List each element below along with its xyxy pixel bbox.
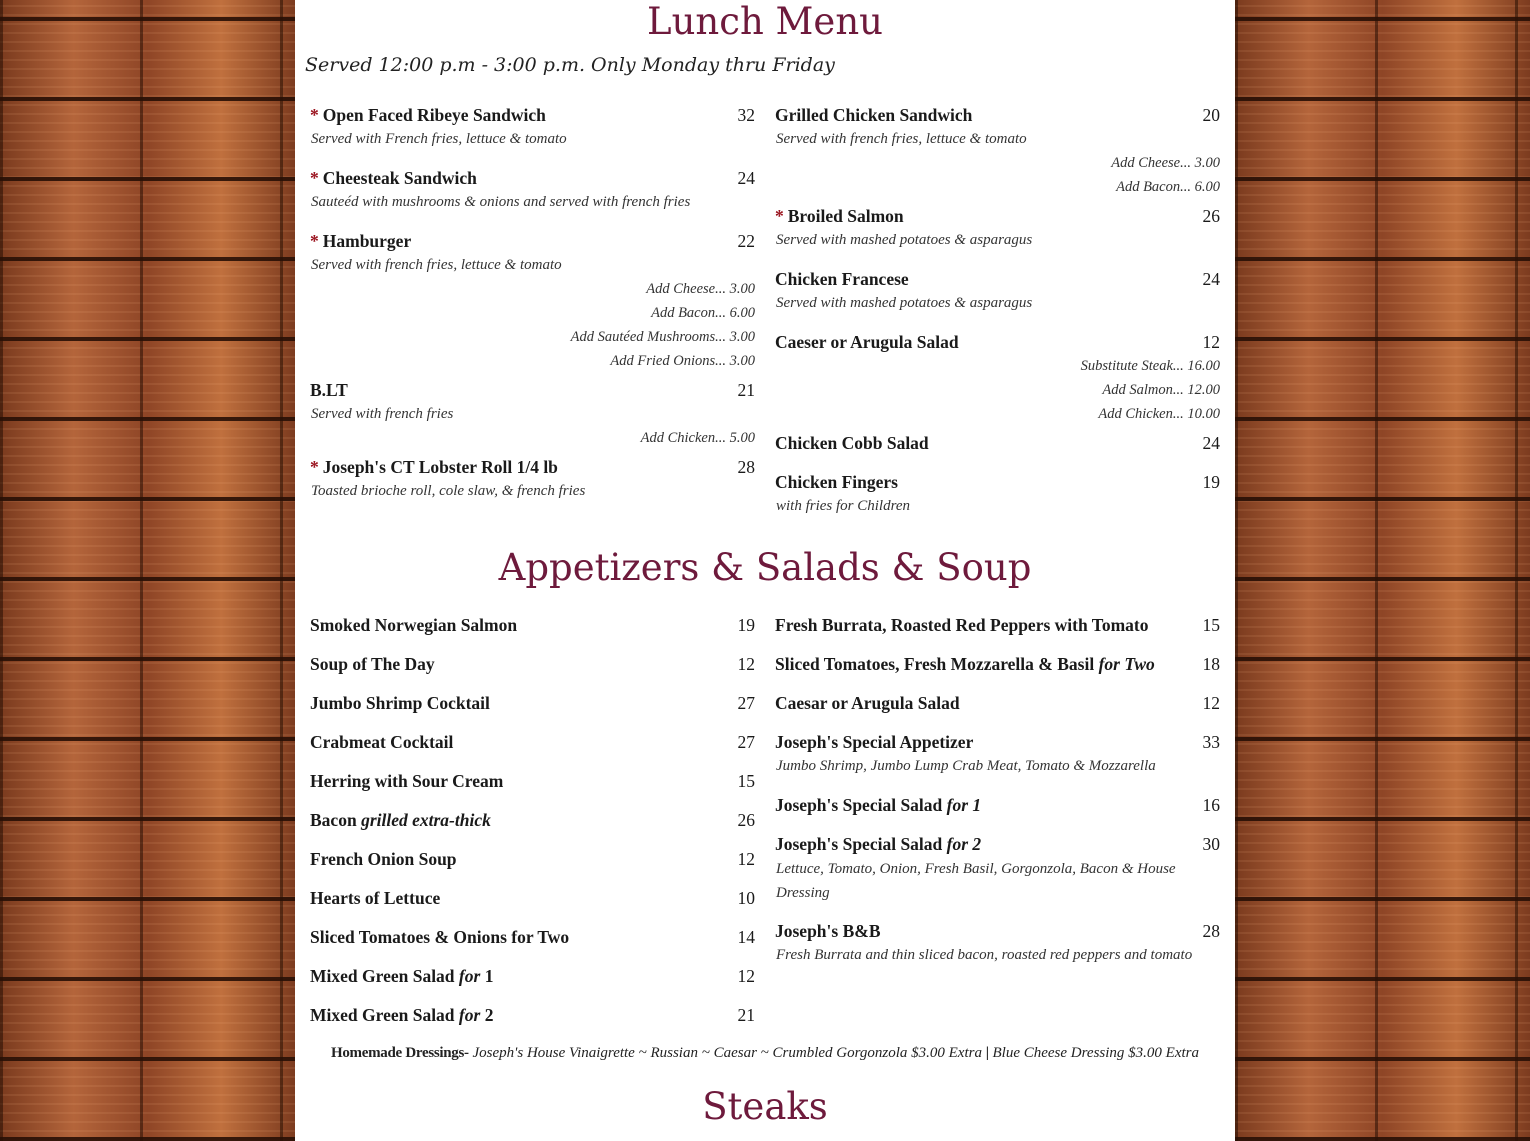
item-price: 22 — [737, 231, 755, 251]
menu-item: Smoked Norwegian Salmon 19 — [310, 615, 755, 635]
item-description: Toasted brioche roll, cole slaw, & french fries — [311, 483, 586, 499]
addon-option: Add Chicken... 5.00 — [640, 430, 755, 446]
appetizers-section-title: Appetizers & Salads & Soup — [498, 546, 1032, 589]
item-description: Served with french fries — [311, 406, 454, 422]
menu-item: Caeser or Arugula Salad 12 — [775, 332, 1220, 352]
item-price: 33 — [1202, 732, 1220, 752]
lunch-menu-title: Lunch Menu — [647, 0, 883, 43]
item-price: 21 — [737, 380, 755, 400]
item-description: Served with mashed potatoes & asparagus — [776, 232, 1033, 248]
addon-option: Add Cheese... 3.00 — [1111, 155, 1220, 171]
item-price: 18 — [1202, 654, 1220, 674]
steaks-section-title: Steaks — [702, 1085, 828, 1128]
addon-option: Add Bacon... 6.00 — [1116, 179, 1220, 195]
menu-item: Soup of The Day 12 — [310, 654, 755, 674]
item-price: 16 — [1202, 795, 1220, 815]
item-description: Served with french fries, lettuce & tomato — [311, 257, 562, 273]
menu-item: Chicken Francese 24 — [775, 269, 1220, 289]
item-price: 28 — [1202, 921, 1220, 941]
served-hours-note: Served 12:00 p.m - 3:00 p.m. Only Monday thru Friday — [305, 54, 835, 76]
item-price: 26 — [1202, 206, 1220, 226]
menu-item: * Broiled Salmon 26 — [775, 206, 1220, 226]
item-price: 19 — [737, 615, 755, 635]
item-price: 32 — [737, 105, 755, 125]
item-price: 24 — [737, 168, 755, 188]
item-description: Jumbo Shrimp, Jumbo Lump Crab Meat, Tomato & Mozzarella — [776, 758, 1156, 774]
item-price: 21 — [737, 1005, 755, 1025]
item-price: 28 — [737, 457, 755, 477]
menu-item: Mixed Green Salad for 2 21 — [310, 1005, 755, 1025]
item-price: 20 — [1202, 105, 1220, 125]
menu-item: Chicken Fingers 19 — [775, 472, 1220, 492]
menu-item: Mixed Green Salad for 1 12 — [310, 966, 755, 986]
addon-option: Add Cheese... 3.00 — [646, 281, 755, 297]
menu-item: * Cheesteak Sandwich 24 — [310, 168, 755, 188]
item-price: 12 — [737, 654, 755, 674]
menu-item: Joseph's Special Salad for 2 30 — [775, 834, 1220, 854]
item-description: Served with mashed potatoes & asparagus — [776, 295, 1033, 311]
menu-item: Jumbo Shrimp Cocktail 27 — [310, 693, 755, 713]
menu-item: Grilled Chicken Sandwich 20 — [775, 105, 1220, 125]
item-price: 27 — [737, 732, 755, 752]
item-price: 24 — [1202, 433, 1220, 453]
menu-item: Hearts of Lettuce 10 — [310, 888, 755, 908]
item-price: 10 — [737, 888, 755, 908]
menu-item: Herring with Sour Cream 15 — [310, 771, 755, 791]
item-price: 12 — [1202, 693, 1220, 713]
item-price: 19 — [1202, 472, 1220, 492]
item-price: 12 — [737, 966, 755, 986]
menu-item: B.LT 21 — [310, 380, 755, 400]
menu-item: * Hamburger 22 — [310, 231, 755, 251]
addon-option: Add Salmon... 12.00 — [1102, 382, 1220, 398]
item-price: 24 — [1202, 269, 1220, 289]
item-description: Sauteéd with mushrooms & onions and served with french fries — [311, 194, 691, 210]
item-price: 12 — [737, 849, 755, 869]
menu-item: Joseph's Special Appetizer 33 — [775, 732, 1220, 752]
item-description: Served with french fries, lettuce & tomato — [776, 131, 1027, 147]
menu-item: Joseph's B&B 28 — [775, 921, 1220, 941]
item-description: Fresh Burrata and thin sliced bacon, roasted red peppers and tomato — [776, 947, 1193, 963]
menu-item: French Onion Soup 12 — [310, 849, 755, 869]
wood-background-right — [1235, 0, 1530, 1141]
menu-item: Crabmeat Cocktail 27 — [310, 732, 755, 752]
homemade-dressings-note: Homemade Dressings- Joseph's House Vinaigrette ~ Russian ~ Caesar ~ Crumbled Gorgonzola $3.00 Extra | Blue Cheese Dressing $3.00 Extra — [330, 1045, 1199, 1061]
item-price: 30 — [1202, 834, 1220, 854]
item-description: with fries for Children — [776, 498, 911, 514]
addon-option: Add Sautéed Mushrooms... 3.00 — [570, 329, 755, 345]
item-price: 15 — [1202, 615, 1220, 635]
item-description: Lettuce, Tomato, Onion, Fresh Basil, Gorgonzola, Bacon & House Dressing — [776, 861, 1176, 901]
menu-item: Caesar or Arugula Salad 12 — [775, 693, 1220, 713]
menu-item: Chicken Cobb Salad 24 — [775, 433, 1220, 453]
menu-item: Sliced Tomatoes, Fresh Mozzarella & Basil for Two 18 — [775, 654, 1220, 674]
menu-item: Bacon grilled extra-thick 26 — [310, 810, 755, 830]
item-description: Served with French fries, lettuce & tomato — [311, 131, 567, 147]
menu-page — [295, 0, 1235, 1141]
item-price: 15 — [737, 771, 755, 791]
menu-item: Fresh Burrata, Roasted Red Peppers with Tomato 15 — [775, 615, 1220, 635]
addon-option: Add Fried Onions... 3.00 — [610, 353, 755, 369]
item-price: 14 — [737, 927, 755, 947]
item-price: 26 — [737, 810, 755, 830]
addon-option: Substitute Steak... 16.00 — [1080, 358, 1220, 374]
menu-item: * Joseph's CT Lobster Roll 1/4 lb 28 — [310, 457, 755, 477]
addon-option: Add Chicken... 10.00 — [1098, 406, 1220, 422]
item-price: 12 — [1202, 332, 1220, 352]
menu-item: Joseph's Special Salad for 1 16 — [775, 795, 1220, 815]
item-price: 27 — [737, 693, 755, 713]
wood-background-left — [0, 0, 295, 1141]
addon-option: Add Bacon... 6.00 — [651, 305, 755, 321]
menu-item: * Open Faced Ribeye Sandwich 32 — [310, 105, 755, 125]
menu-item: Sliced Tomatoes & Onions for Two 14 — [310, 927, 755, 947]
